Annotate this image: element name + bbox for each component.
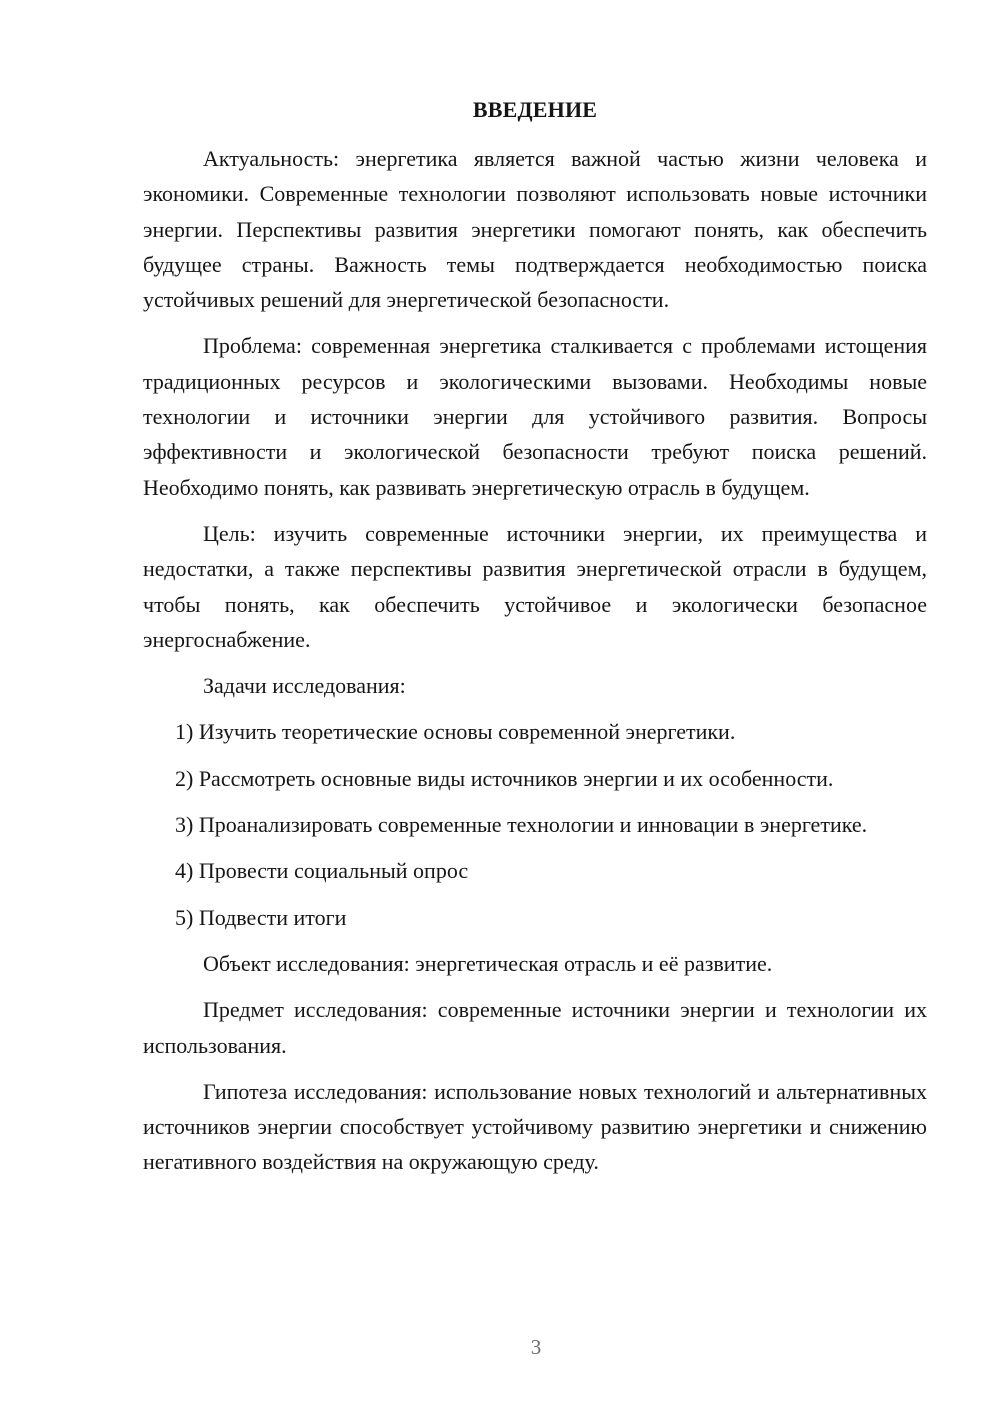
task-item: 4) Провести социальный опрос xyxy=(175,858,469,884)
goal-paragraph: Цель: изучить современные источники энергии, их преимущества и недостатки, а также перспективы развития энергетической отрасли в будущем, чтобы понять, как обеспечить устойчивое и экологически безопасное энергоснабжение. xyxy=(143,520,927,652)
page-content xyxy=(143,92,927,1191)
task-item: 3) Проанализировать современные технологии и инновации в энергетике. xyxy=(175,812,868,838)
tasks-heading: Задачи исследования: xyxy=(203,673,406,699)
object-paragraph: Объект исследования: энергетическая отрасль и её развитие. xyxy=(203,950,773,976)
problem-paragraph: Проблема: современная энергетика сталкивается с проблемами истощения традиционных ресурсов и экологическими вызовами. Необходимы новые технологии и источники энергии для устойчивого развития. Вопросы эффективности и экологической безопасности требуют поиска решений. Необходимо понять, как развивать энергетическую отрасль в будущем. xyxy=(143,333,927,500)
task-item: 1) Изучить теоретические основы современной энергетики. xyxy=(175,719,736,745)
task-item: 5) Подвести итоги xyxy=(175,904,347,930)
subject-paragraph: Предмет исследования: современные источники энергии и технологии их использования. xyxy=(143,997,927,1058)
tasks-list xyxy=(143,714,927,934)
relevance-paragraph: Актуальность: энергетика является важной частью жизни человека и экономики. Современные технологии позволяют использовать новые источники энергии. Перспективы развития энергетики помогают понять, как обеспечить будущее страны. Важность темы подтверждается необходимостью поиска устойчивых решений для энергетической безопасности. xyxy=(143,146,927,313)
section-title: ВВЕДЕНИЕ xyxy=(472,97,598,122)
page-number: 3 xyxy=(530,1335,542,1359)
hypothesis-paragraph: Гипотеза исследования: использование новых технологий и альтернативных источников энергии способствует устойчивому развитию энергетики и снижению негативного воздействия на окружающую среду. xyxy=(143,1078,927,1175)
task-item: 2) Рассмотреть основные виды источников энергии и их особенности. xyxy=(175,765,834,791)
